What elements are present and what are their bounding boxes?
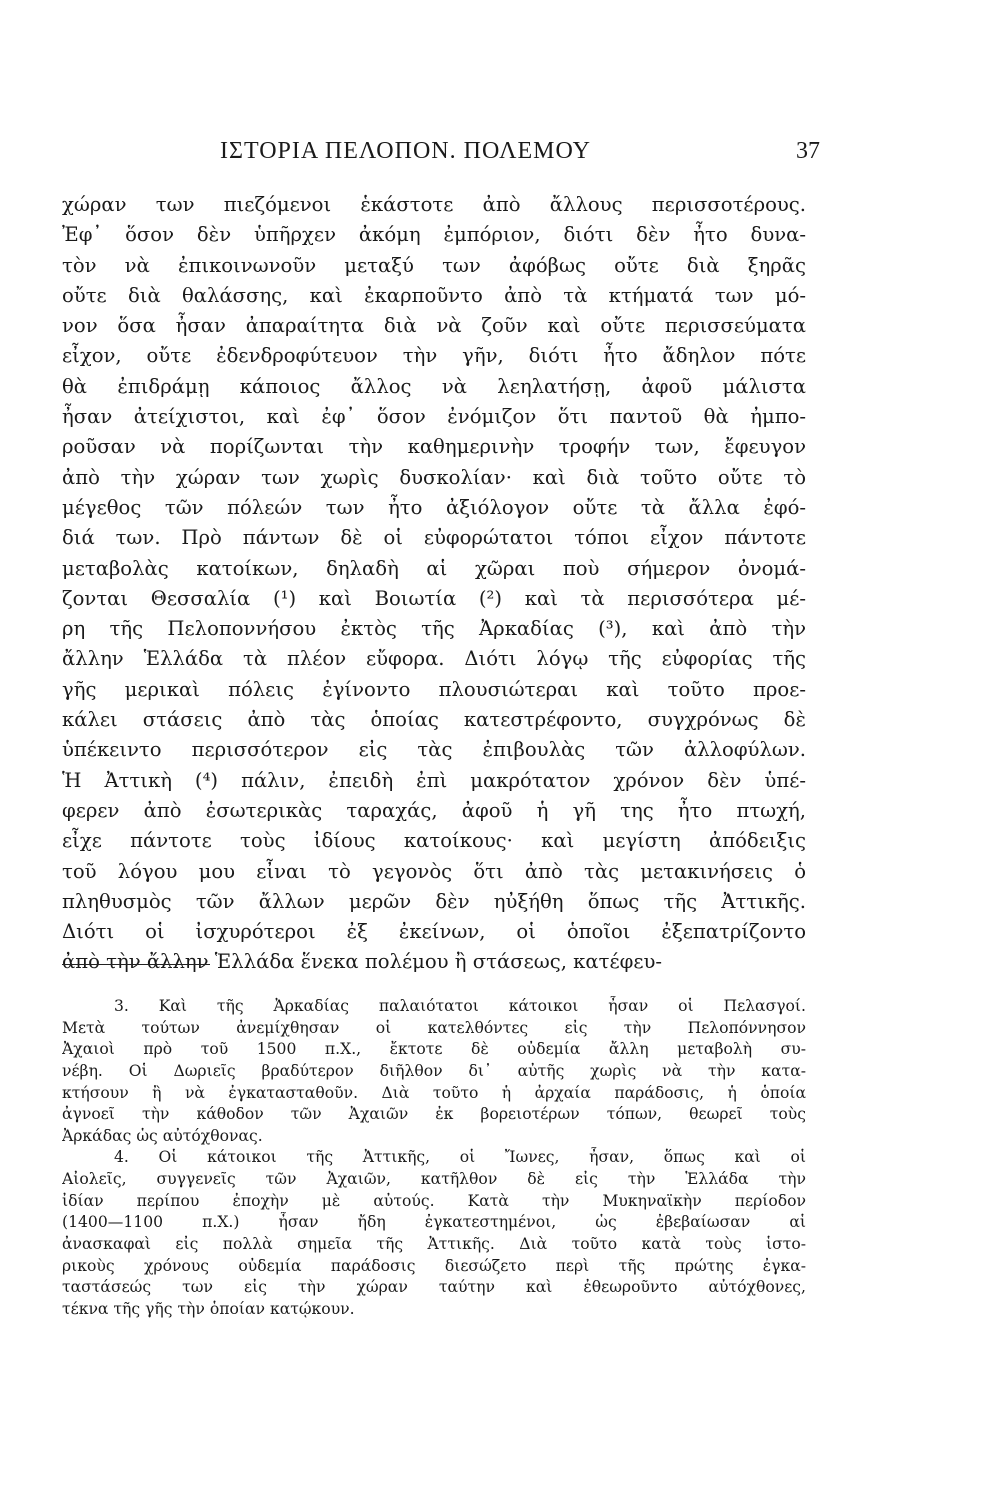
text-line: θὰ ἐπιδράμῃ κάποιος ἄλλος νὰ λεηλατήσῃ, ἀφοῦ μάλιστα [62,374,806,398]
footnotes [62,996,806,1321]
text-line: κάλει στάσεις ἀπὸ τὰς ὁποίας κατεστρέφοντο, συγχρόνως δὲ [62,708,806,732]
text-line: ἄλλην Ἑλλάδα τὰ πλέον εὔφορα. Διότι λόγῳ τῆς εὐφορίας τῆς [62,647,806,671]
text-line: διά των. Πρὸ πάντων δὲ οἱ εὐφορώτατοι τόποι εἶχον πάντοτε [62,526,806,550]
text-line: ἀπὸ τὴν χώραν των χωρὶς δυσκολίαν· καὶ διὰ τοῦτο οὔτε τὸ [62,465,806,489]
text-line: μεταβολὰς κατοίκων, δηλαδὴ αἱ χῶραι ποὺ σήμερον ὀνομά- [62,556,806,580]
text-line: ἀπὸ τὴν ἄλλην Ἑλλάδα ἕνεκα πολέμου ἢ στάσεως, κατέφευ- [62,950,663,974]
text-line: ρη τῆς Πελοποννήσου ἐκτὸς τῆς Ἀρκαδίας (³), καὶ ἀπὸ τὴν [62,617,806,641]
footnote-line: (1400—1100 π.Χ.) ἦσαν ἤδη ἐγκατεστημένοι, ὡς ἐβεβαίωσαν αἱ [62,1213,806,1232]
footnote-line: ἰδίαν περίπου ἐποχὴν μὲ αὐτούς. Κατὰ τὴν Μυκηναϊκὴν περίοδον [62,1191,806,1210]
footnote-separator [62,964,210,965]
text-line: οὔτε διὰ θαλάσσης, καὶ ἐκαρποῦντο ἀπὸ τὰ κτήματά των μό- [62,283,806,307]
footnote-line: ταστάσεώς των εἰς τὴν χώραν ταύτην καὶ ἐθεωροῦντο αὐτόχθονες, [62,1278,806,1297]
text-line: φερεν ἀπὸ ἐσωτερικὰς ταραχάς, ἀφοῦ ἡ γῆ της ἦτο πτωχή, [62,798,806,822]
text-line: ροῦσαν νὰ πορίζωνται τὴν καθημερινὴν τροφήν των, ἔφευγον [62,435,806,459]
text-line: Ἐφ᾿ ὅσον δὲν ὑπῆρχεν ἀκόμη ἐμπόριον, διότι δὲν ἦτο δυνα- [62,223,806,247]
footnote-line: Αἰολεῖς, συγγενεῖς τῶν Ἀχαιῶν, κατῆλθον δὲ εἰς τὴν Ἑλλάδα τὴν [62,1170,806,1189]
text-line: Διότι οἱ ἰσχυρότεροι ἐξ ἐκείνων, οἱ ὁποῖοι ἐξεπατρίζοντο [62,920,806,944]
text-line: γῆς μερικαὶ πόλεις ἐγίνοντο πλουσιώτεραι καὶ τοῦτο προε- [62,677,806,701]
page-number: 37 [796,138,820,164]
footnote-line: ρικοὺς χρόνους οὐδεμία παράδοσις διεσώζετο περὶ τῆς πρώτης ἐγκα- [62,1256,806,1275]
text-line: τὸν νὰ ἐπικοινωνοῦν μεταξύ των ἀφόβως οὔτε διὰ ξηρᾶς [62,253,806,277]
text-line: εἶχον, οὔτε ἐδενδροφύτευον τὴν γῆν, διότι ἦτο ἄδηλον πότε [62,344,806,368]
footnote-line: κτήσουν ἢ νὰ ἐγκατασταθοῦν. Διὰ τοῦτο ἡ ἀρχαία παράδοσις, ἡ ὁποία [62,1083,806,1102]
page-header [60,138,820,172]
text-line: ὑπέκειντο περισσότερον εἰς τὰς ἐπιβουλὰς τῶν ἀλλοφύλων. [62,738,806,762]
text-line: πληθυσμὸς τῶν ἄλλων μερῶν δὲν ηὐξήθη ὅπως τῆς Ἀττικῆς. [62,889,806,913]
text-line: νον ὅσα ἦσαν ἀπαραίτητα διὰ νὰ ζοῦν καὶ οὔτε περισσεύματα [62,314,806,338]
footnote-line: Ἀχαιοὶ πρὸ τοῦ 1500 π.Χ., ἔκτοτε δὲ οὐδεμία ἄλλη μεταβολὴ συ- [62,1040,806,1059]
text-line: τοῦ λόγου μου εἶναι τὸ γεγονὸς ὅτι ἀπὸ τὰς μετακινήσεις ὁ [62,859,806,883]
footnote-line: τέκνα τῆς γῆς τὴν ὁποίαν κατῴκουν. [62,1299,355,1318]
footnote-line: ἀγνοεῖ τὴν κάθοδον τῶν Ἀχαιῶν ἐκ βορειοτέρων τόπων, θεωρεῖ τοὺς [62,1105,806,1124]
footnote-line: Ἀρκάδας ὡς αὐτόχθονας. [62,1126,263,1145]
text-line: χώραν των πιεζόμενοι ἑκάστοτε ἀπὸ ἄλλους περισσοτέρους. [62,193,806,216]
running-title: ΙΣΤΟΡΙΑ ΠΕΛΟΠΟΝ. ΠΟΛΕΜΟΥ [220,138,591,164]
main-text [62,190,806,978]
footnote-line: 4. Οἱ κάτοικοι τῆς Ἀττικῆς, οἱ Ἴωνες, ἦσαν, ὅπως καὶ οἱ [114,1148,806,1167]
text-line: εἶχε πάντοτε τοὺς ἰδίους κατοίκους· καὶ μεγίστη ἀπόδειξις [62,829,806,853]
footnote-line: νέβη. Οἱ Δωριεῖς βραδύτερον διῆλθον δι᾿ αὐτῆς χωρὶς νὰ τὴν κατα- [62,1061,806,1080]
footnote-line: ἀνασκαφαὶ εἰς πολλὰ σημεῖα τῆς Ἀττικῆς. Διὰ τοῦτο κατὰ τοὺς ἱστο- [62,1235,806,1254]
text-line: ζονται Θεσσαλία (¹) καὶ Βοιωτία (²) καὶ τὰ περισσότερα μέ- [62,586,806,610]
text-line: ἦσαν ἀτείχιστοι, καὶ ἐφ᾿ ὅσον ἐνόμιζον ὅτι παντοῦ θὰ ἠμπο- [62,405,806,429]
footnote-line: 3. Καὶ τῆς Ἀρκαδίας παλαιότατοι κάτοικοι ἦσαν οἱ Πελασγοί. [114,997,806,1015]
text-line: μέγεθος τῶν πόλεών των ἦτο ἀξιόλογον οὔτε τὰ ἄλλα ἐφό- [62,495,806,519]
footnote-line: Μετὰ τούτων ἀνεμίχθησαν οἱ κατελθόντες εἰς τὴν Πελοπόννησον [62,1018,806,1037]
text-line: Ἡ Ἀττικὴ (⁴) πάλιν, ἐπειδὴ ἐπὶ μακρότατον χρόνον δὲν ὑπέ- [62,768,806,792]
